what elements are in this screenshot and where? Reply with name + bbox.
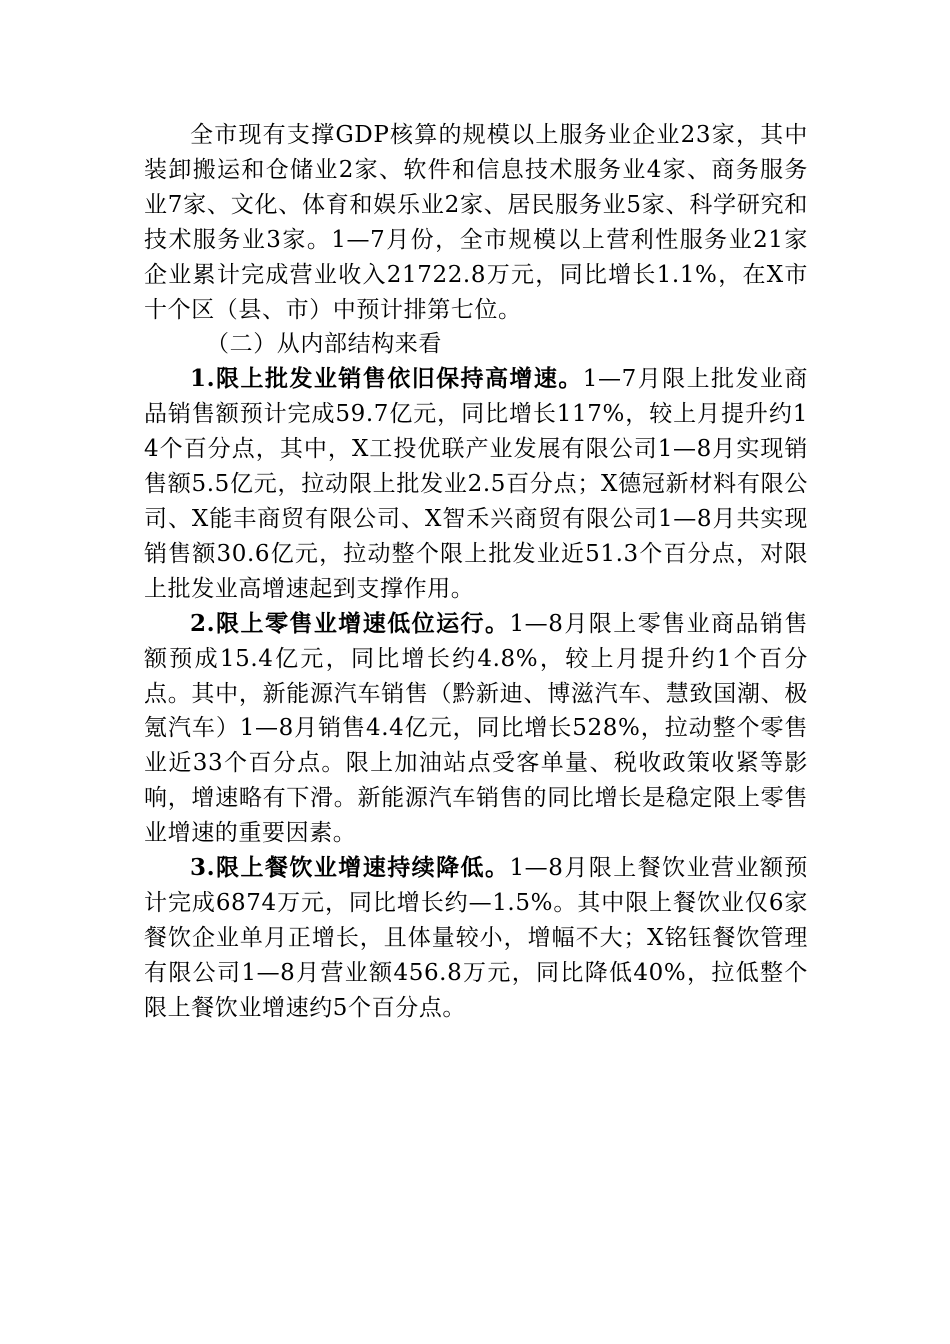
section-heading-text: （二）从内部结构来看 (206, 331, 442, 358)
paragraph-text: 全市现有支撑GDP核算的规模以上服务业企业23家，其中装卸搬运和仓储业2家、软件和信息技术服务业4家、商务服务业7家、文化、体育和娱乐业2家、居民服务业5家、科学研究和技术服务业3家。1—7月份，全市规模以上营利性服务业21家企业累计完成营业收入21722.8万元，同比增长1.1%，在X市十个区（县、市）中预计排第七位。 (144, 122, 808, 323)
section-heading-internal-structure (144, 327, 808, 362)
paragraph-retail (144, 607, 808, 851)
paragraph-lead-heading: 3.限上餐饮业增速持续降低。 (190, 854, 510, 882)
paragraph-text: 1—8月限上零售业商品销售额预成15.4亿元，同比增长约4.8%，较上月提升约1个百分点。其中，新能源汽车销售（黔新迪、博滋汽车、慧致国潮、极氪汽车）1—8月销售4.4亿元，同比增长528%，拉动整个零售业近33个百分点。限上加油站点受客单量、税收政策收紧等影响，增速略有下滑。新能源汽车销售的同比增长是稳定限上零售业增速的重要因素。 (144, 610, 808, 847)
paragraph-text: 1—8月限上餐饮业营业额预计完成6874万元，同比增长约—1.5%。其中限上餐饮业仅6家餐饮企业单月正增长，且体量较小，增幅不大；X铭钰餐饮管理有限公司1—8月营业额456.8万元，同比降低40%，拉低整个限上餐饮业增速约5个百分点。 (144, 855, 808, 1021)
paragraph-wholesale (144, 362, 808, 606)
paragraph-lead-heading: 1.限上批发业销售依旧保持高增速。 (190, 365, 583, 393)
document-page (144, 118, 808, 1026)
paragraph-catering (144, 851, 808, 1026)
paragraph-lead-heading: 2.限上零售业增速低位运行。 (190, 609, 510, 637)
paragraph-service-enterprises (144, 118, 808, 327)
paragraph-text: 1—7月限上批发业商品销售额预计完成59.7亿元，同比增长117%，较上月提升约14个百分点，其中，X工投优联产业发展有限公司1—8月实现销售额5.5亿元，拉动限上批发业2.5百分点；X德冠新材料有限公司、X能丰商贸有限公司、X智禾兴商贸有限公司1—8月共实现销售额30.6亿元，拉动整个限上批发业近51.3个百分点，对限上批发业高增速起到支撑作用。 (144, 366, 808, 602)
